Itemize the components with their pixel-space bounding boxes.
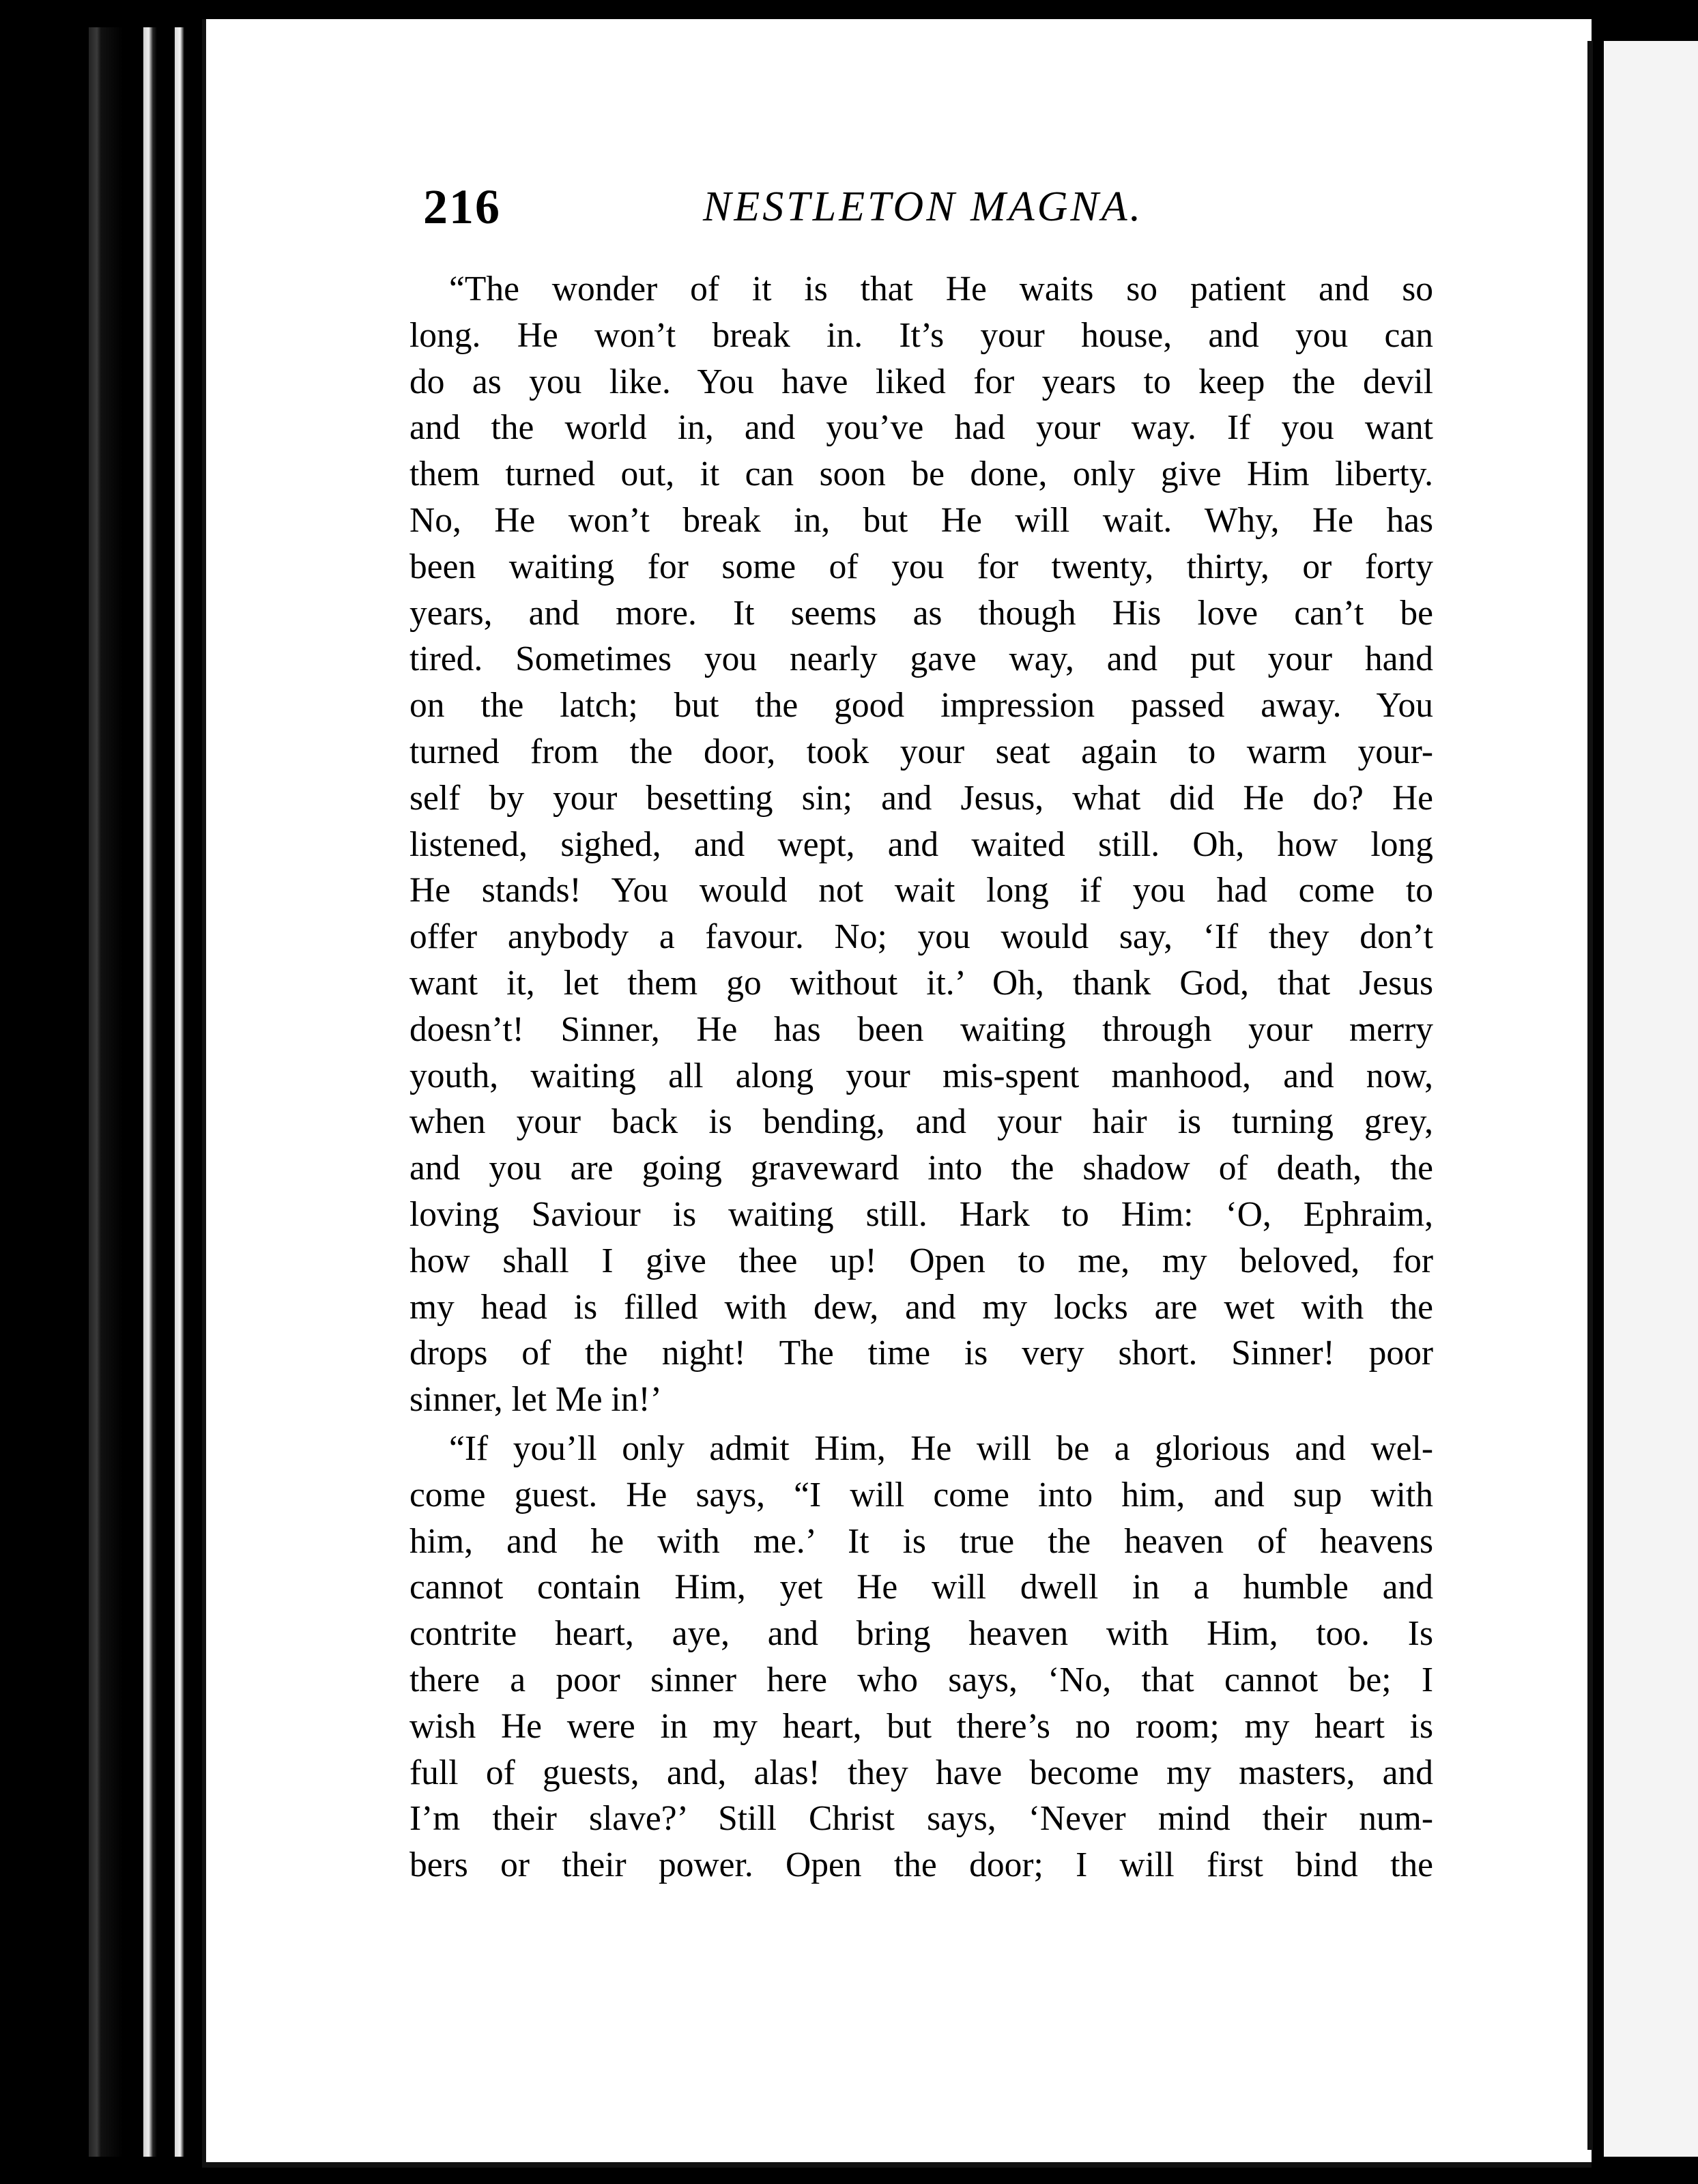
text-line: years, and more. It seems as though His love can’t be [409,593,1433,633]
text-line: long. He won’t break in. It’s your house, and you can [409,315,1433,355]
text-line: and you are going graveward into the shadow of death, the [409,1149,1433,1188]
page-number: 216 [423,179,501,234]
text-line: loving Saviour is waiting still. Hark to Him: ‘O, Ephraim, [409,1194,1433,1234]
running-title: NESTLETON MAGNA. [703,184,1144,230]
paragraph-1 [409,266,1433,1423]
text-line: and the world in, and you’ve had your way. If you want [409,408,1433,448]
text-line: sinner, let Me in!’ [409,1380,662,1420]
text-line: cannot contain Him, yet He will dwell in a humble and [409,1568,1433,1607]
text-line: do as you like. You have liked for years to keep the devil [409,362,1433,401]
body-text [409,266,1433,1888]
text-line: him, and he with me.’ It is true the heaven of heavens [409,1521,1433,1561]
text-line: contrite heart, aye, and bring heaven with Him, too. Is [409,1614,1433,1654]
text-line: wish He were in my heart, but there’s no room; my heart is [409,1706,1433,1746]
text-line: self by your besetting sin; and Jesus, what did He do? He [409,778,1433,818]
text-line: them turned out, it can soon be done, only give Him liberty. [409,455,1433,494]
text-line: come guest. He says, “I will come into him, and sup with [409,1475,1433,1514]
page-header [423,179,1460,240]
text-line: want it, let them go without it.’ Oh, thank God, that Jesus [409,963,1433,1003]
text-line: when your back is bending, and your hair is turning grey, [409,1102,1433,1142]
text-line: offer anybody a favour. No; you would say, ‘If they don’t [409,917,1433,957]
text-line: doesn’t! Sinner, He has been waiting through your merry [409,1009,1433,1049]
text-line: I’m their slave?’ Still Christ says, ‘Never mind their num- [409,1799,1433,1839]
text-line: He stands! You would not wait long if you had come to [409,871,1433,910]
text-line: been waiting for some of you for twenty, thirty, or forty [409,547,1433,586]
text-line: on the latch; but the good impression passed away. You [409,686,1433,725]
text-line: youth, waiting all along your mis-spent manhood, and now, [409,1056,1433,1095]
text-line: full of guests, and, alas! they have become my masters, and [409,1753,1433,1792]
text-line: “The wonder of it is that He waits so patient and so [449,270,1433,308]
text-line: No, He won’t break in, but He will wait. Why, He has [409,500,1433,540]
text-line: “If you’ll only admit Him, He will be a glorious and wel- [449,1428,1433,1468]
facing-page-edge [1594,41,1698,2157]
paragraph-2 [409,1426,1433,1888]
text-line: how shall I give thee up! Open to me, my beloved, for [409,1241,1433,1280]
text-line: there a poor sinner here who says, ‘No, that cannot be; I [409,1660,1433,1699]
text-line: bers or their power. Open the door; I will first bind the [409,1845,1433,1885]
page-gutter [1587,41,1593,2150]
text-line: turned from the door, took your seat again to warm your- [409,732,1433,771]
text-line: my head is filled with dew, and my locks are wet with the [409,1287,1433,1327]
text-line: drops of the night! The time is very short. Sinner! poor [409,1334,1433,1373]
book-spine-edge [41,27,205,2157]
text-line: listened, sighed, and wept, and waited still. Oh, how long [409,824,1433,864]
text-line: tired. Sometimes you nearly gave way, and put your hand [409,640,1433,679]
